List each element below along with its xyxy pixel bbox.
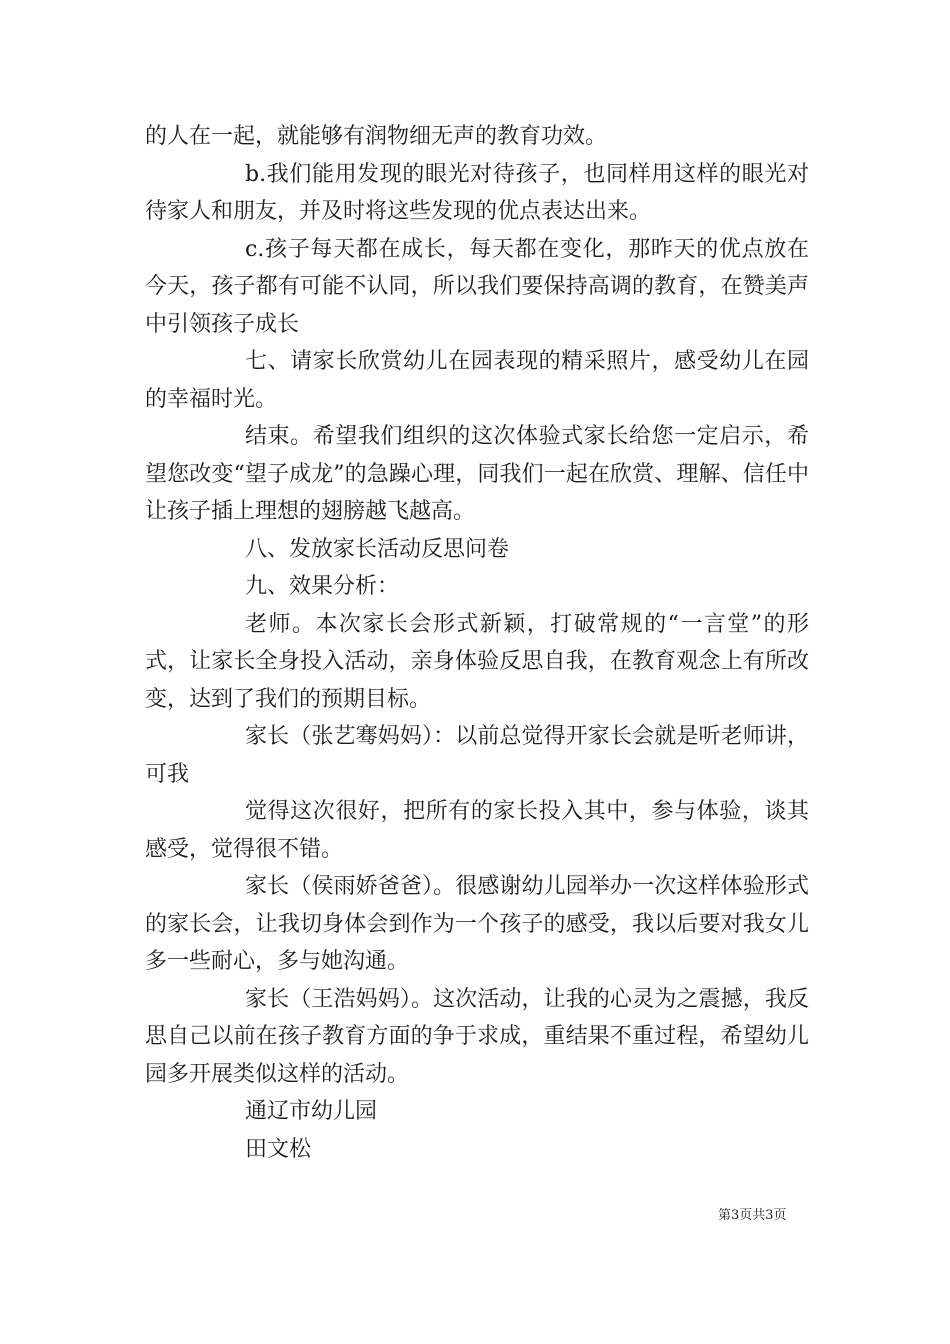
paragraph-continuation: 的人在一起，就能够有润物细无声的教育功效。 bbox=[145, 124, 608, 149]
signature-organization: 通辽市幼儿园 bbox=[245, 1099, 378, 1124]
document-body bbox=[145, 118, 809, 1168]
paragraph-parent-feedback-2: 家长（侯雨娇爸爸）。很感谢幼儿园举办一次这样体验形式的家长会，让我切身体会到作为一个孩子的感受，我以后要对我女儿多一些耐心，多与她沟通。 bbox=[145, 874, 809, 974]
paragraph-point-c: c.孩子每天都在成长，每天都在变化，那昨天的优点放在今天，孩子都有可能不认同，所以我们要保持高调的教育，在赞美声中引领孩子成长 bbox=[145, 236, 809, 337]
page-number-footer: 第3页共3页 bbox=[718, 1208, 787, 1223]
paragraph-parent-feedback-1a: 家长（张艺骞妈妈）：以前总觉得开家长会就是听老师讲，可我 bbox=[145, 724, 809, 787]
paragraph-parent-feedback-1b: 觉得这次很好，把所有的家长投入其中，参与体验，谈其感受，觉得很不错。 bbox=[145, 799, 809, 862]
signature-author: 田文松 bbox=[245, 1136, 312, 1162]
paragraph-point-b: b.我们能用发现的眼光对待孩子，也同样用这样的眼光对待家人和朋友，并及时将这些发现的优点表达出来。 bbox=[145, 161, 809, 224]
paragraph-teacher-feedback: 老师。本次家长会形式新颖，打破常规的“一言堂”的形式，让家长全身投入活动，亲身体验反思自我，在教育观念上有所改变，达到了我们的预期目标。 bbox=[145, 611, 809, 712]
paragraph-parent-feedback-3: 家长（王浩妈妈）。这次活动，让我的心灵为之震撼，我反思自己以前在孩子教育方面的争于求成，重结果不重过程，希望幼儿园多开展类似这样的活动。 bbox=[145, 986, 809, 1087]
paragraph-conclusion: 结束。希望我们组织的这次体验式家长给您一定启示，希望您改变“望子成龙”的急躁心理，同我们一起在欣赏、理解、信任中让孩子插上理想的翅膀越飞越高。 bbox=[145, 424, 809, 524]
paragraph-section-8: 八、发放家长活动反思问卷 bbox=[245, 536, 510, 562]
paragraph-section-9: 九、效果分析： bbox=[245, 574, 400, 599]
paragraph-section-7: 七、请家长欣赏幼儿在园表现的精采照片，感受幼儿在园的幸福时光。 bbox=[145, 349, 809, 412]
